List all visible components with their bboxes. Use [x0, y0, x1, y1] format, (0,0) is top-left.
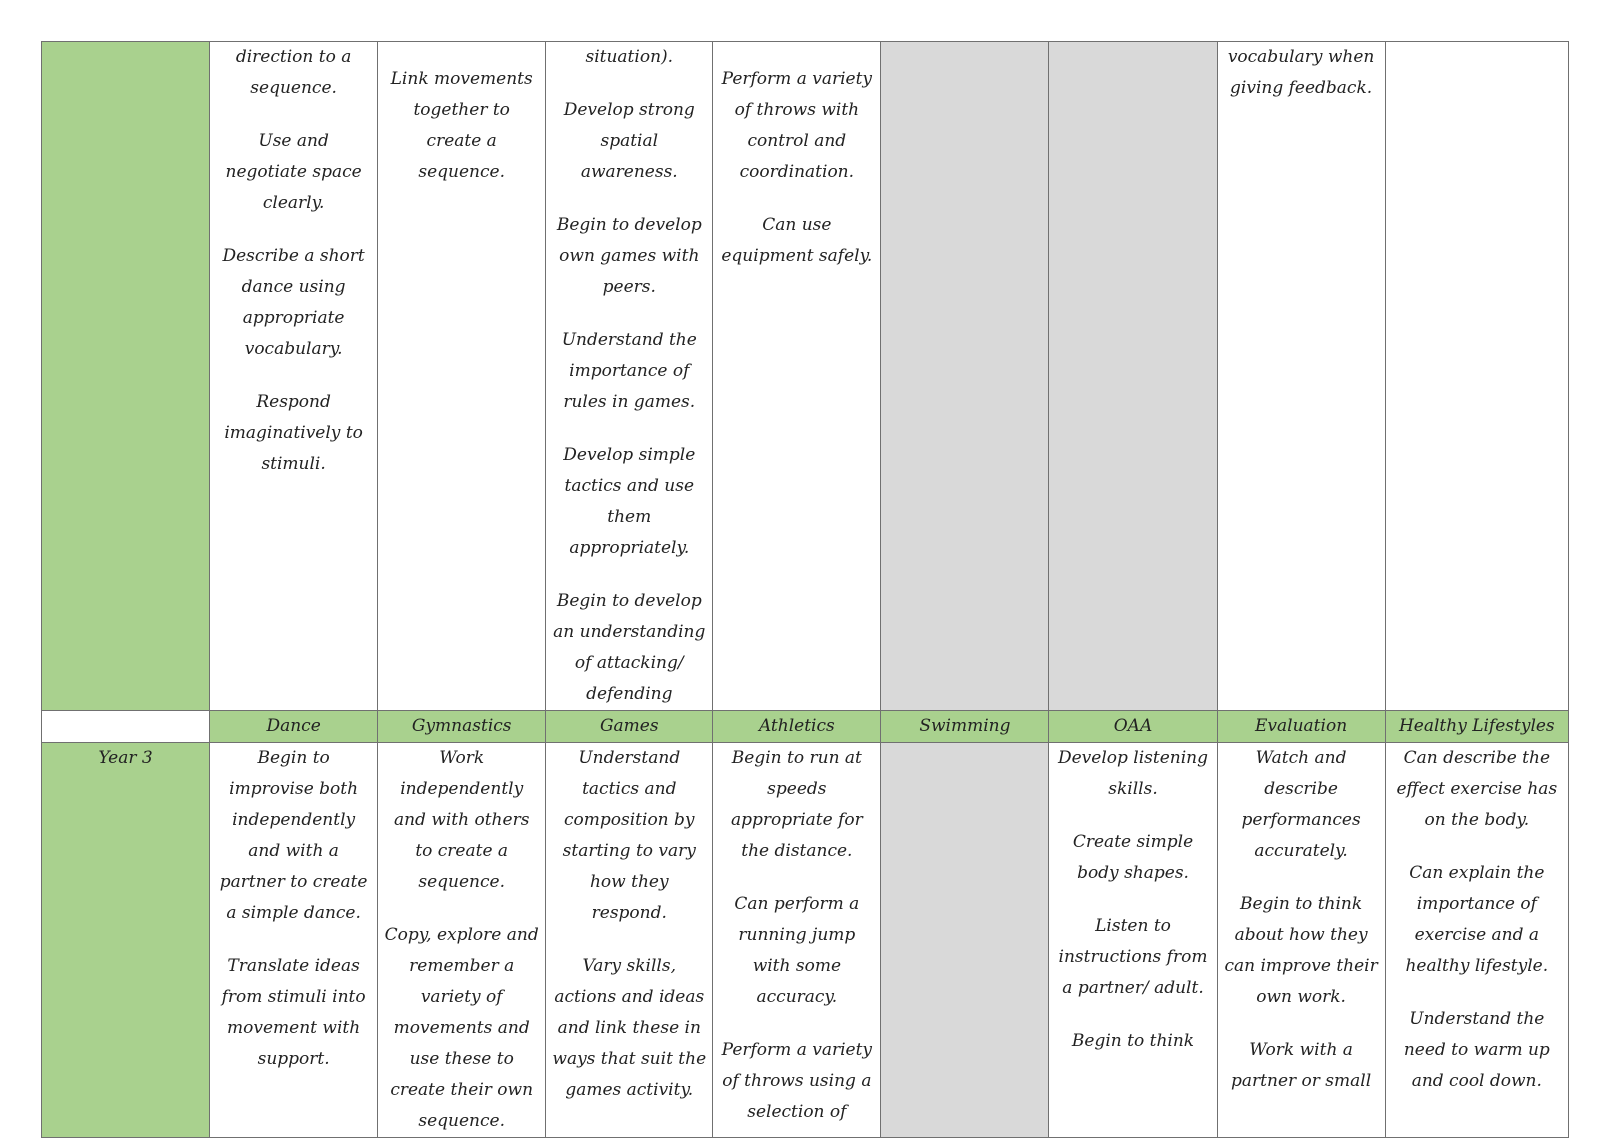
y3-games-point: Vary skills, actions and ideas and link these in ways that suit the games activity. [552, 956, 707, 1100]
prev-evaluation-cell [1217, 42, 1385, 711]
y3-athletics-point: Perform a variety of throws using a selection of [721, 1040, 873, 1122]
previous-year-label-cell [42, 42, 210, 711]
y3-oaa-cell [1049, 743, 1217, 1138]
header-athletics: Athletics [713, 711, 881, 743]
header-healthy-lifestyles: Healthy Lifestyles [1385, 711, 1568, 743]
y3-healthy-point: Can describe the effect exercise has on the body. [1396, 748, 1558, 830]
prev-oaa-cell [1049, 42, 1217, 711]
prev-dance-point: Use and negotiate space clearly. [225, 131, 362, 213]
y3-gymnastics-cell [378, 743, 546, 1138]
y3-athletics-cell [713, 743, 881, 1138]
header-blank-cell [42, 711, 210, 743]
previous-year-row [42, 42, 1569, 711]
prev-athletics-point: Perform a variety of throws with control and coordination. [721, 69, 873, 182]
prev-swimming-cell [881, 42, 1049, 711]
prev-games-point: situation). [585, 47, 674, 67]
y3-oaa-point: Create simple body shapes. [1072, 832, 1194, 883]
y3-oaa-point: Begin to think [1071, 1031, 1195, 1051]
y3-gymnastics-point: Copy, explore and remember a variety of movements and use these to create their own sequence. [384, 925, 539, 1131]
y3-gymnastics-point: Work independently and with others to create a sequence. [393, 748, 530, 892]
prev-dance-point: Respond imaginatively to stimuli. [224, 392, 363, 474]
y3-healthy-point: Understand the need to warm up and cool down. [1403, 1009, 1550, 1091]
header-evaluation: Evaluation [1217, 711, 1385, 743]
subject-header-row [42, 711, 1569, 743]
header-dance: Dance [210, 711, 378, 743]
y3-games-point: Understand tactics and composition by starting to vary how they respond. [562, 748, 696, 923]
curriculum-page [41, 41, 1569, 1131]
year-3-label: Year 3 [42, 743, 210, 1138]
prev-healthy-cell [1385, 42, 1568, 711]
prev-evaluation-point: vocabulary when giving feedback. [1227, 47, 1375, 98]
y3-athletics-point: Begin to run at speeds appropriate for the distance. [730, 748, 863, 861]
prev-dance-cell [210, 42, 378, 711]
y3-evaluation-point: Work with a partner or small [1231, 1040, 1372, 1091]
prev-gymnastics-point: Link movements together to create a sequence. [390, 69, 533, 182]
y3-evaluation-point: Watch and describe performances accurately. [1241, 748, 1361, 861]
y3-dance-cell [210, 743, 378, 1138]
header-games: Games [546, 711, 713, 743]
header-gymnastics: Gymnastics [378, 711, 546, 743]
pe-curriculum-table [41, 41, 1569, 1138]
prev-games-point: Begin to develop an understanding of attacking/ defending [553, 591, 706, 704]
prev-games-point: Understand the importance of rules in games. [561, 330, 697, 412]
year-3-row [42, 743, 1569, 1138]
y3-evaluation-point: Begin to think about how they can improve their own work. [1224, 894, 1378, 1007]
header-swimming: Swimming [881, 711, 1049, 743]
prev-games-point: Develop strong spatial awareness. [563, 100, 695, 182]
y3-oaa-point: Develop listening skills. [1057, 748, 1209, 799]
y3-dance-point: Translate ideas from stimuli into movement with support. [221, 956, 366, 1069]
y3-dance-point: Begin to improvise both independently and with a partner to create a simple dance. [219, 748, 368, 923]
y3-oaa-point: Listen to instructions from a partner/ adult. [1058, 916, 1208, 998]
y3-evaluation-cell [1217, 743, 1385, 1138]
prev-games-point: Develop simple tactics and use them appropriately. [563, 445, 696, 558]
y3-swimming-cell [881, 743, 1049, 1138]
y3-healthy-point: Can explain the importance of exercise and a healthy lifestyle. [1405, 863, 1549, 976]
prev-games-cell [546, 42, 713, 711]
y3-healthy-cell [1385, 743, 1568, 1138]
prev-dance-point: Describe a short dance using appropriate vocabulary. [222, 246, 365, 359]
prev-gymnastics-cell [378, 42, 546, 711]
prev-dance-point: direction to a sequence. [235, 47, 352, 98]
header-oaa: OAA [1049, 711, 1217, 743]
prev-athletics-point: Can use equipment safely. [721, 215, 873, 266]
prev-games-point: Begin to develop own games with peers. [556, 215, 702, 297]
y3-athletics-point: Can perform a running jump with some accuracy. [734, 894, 860, 1007]
prev-athletics-cell [713, 42, 881, 711]
y3-games-cell [546, 743, 713, 1138]
